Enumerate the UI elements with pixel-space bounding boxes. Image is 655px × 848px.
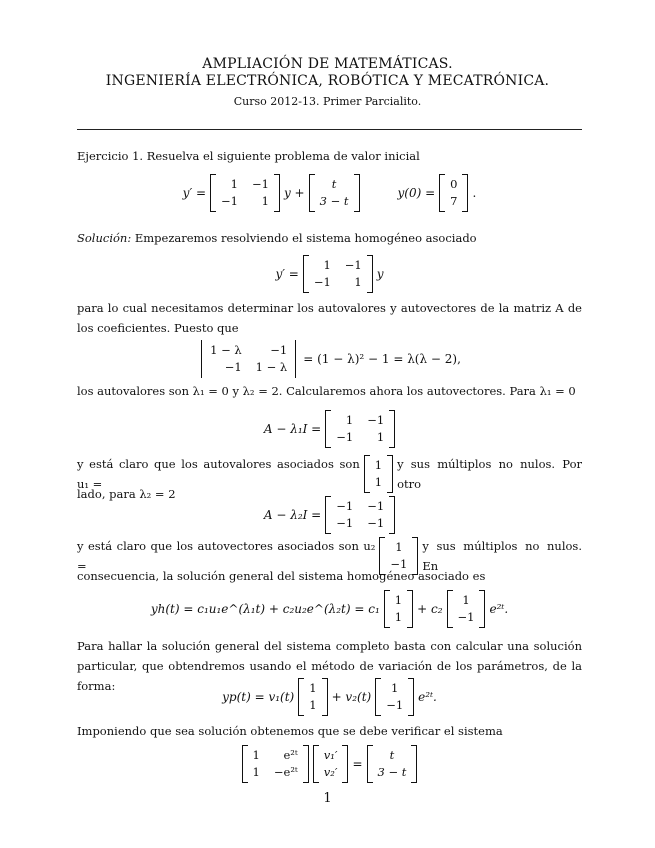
characteristic-determinant: 1 − λ −1 −1 1 − λ = (1 − λ)² − 1 = λ(λ − 2),	[77, 340, 582, 381]
vector-rhs: t 3 − t	[367, 745, 418, 783]
document-header	[0, 56, 655, 109]
general-homogeneous-solution: yh(t) = c₁u₁e^(λ₁t) + c₂u₂e^(λ₂t) = c₁ 1 1 + c₂ 1 −1 e²ᵗ.	[77, 590, 582, 628]
vector-vprime: v₁′ v₂′	[313, 745, 349, 783]
initial-condition: y(0) =	[397, 186, 436, 200]
solution-label: Solución:	[77, 231, 132, 245]
matrix-fundamental: 1 e²ᵗ 1 −e²ᵗ	[242, 745, 309, 783]
paragraph-impose: Imponiendo que sea solución obtenemos que se debe verificar el sistema	[77, 724, 503, 738]
vector-b: t 3 − t	[309, 174, 360, 212]
matrix-lambda1: A − λ₁I = 1 −1 −1 1	[77, 410, 582, 448]
paragraph-u1: y está claro que los autovalores asociados son u₁ = 1 1 y sus múltiplos no nulos. Por otro	[77, 457, 582, 491]
variation-system: 1 e²ᵗ 1 −e²ᵗ v₁′ v₂′ = t 3 − t	[77, 745, 582, 786]
course-line: Curso 2012-13. Primer Parcialito.	[233, 95, 422, 108]
paragraph-particular: Para hallar la solución general del sistema completo basta con calcular una solución particular, que obtendremos usando el método de variación de los parámetros, de la forma:	[77, 639, 582, 693]
particular-solution-form: yp(t) = v₁(t) 1 1 + v₂(t) 1 −1 e²ᵗ.	[77, 678, 582, 716]
vector-u1: 1 1	[364, 455, 393, 493]
exercise-label: Ejercicio 1.	[77, 149, 144, 163]
document-subtitle: INGENIERÍA ELECTRÓNICA, ROBÓTICA Y MECATRÓNICA.	[105, 73, 550, 89]
paragraph-lambda2: lado, para λ₂ = 2	[77, 487, 176, 501]
paragraph-consequence: consecuencia, la solución general del sistema homogéneo asociado es	[77, 569, 486, 583]
paragraph-eigenvalues: los autovalores son λ₁ = 0 y λ₂ = 2. Calcularemos ahora los autovectores. Para λ₁ = 0	[77, 384, 576, 398]
homogeneous-system: y′ = 1 −1 −1 1 y	[77, 255, 582, 293]
paragraph-eigen-intro: para lo cual necesitamos determinar los autovalores y autovectores de la matriz A de los coeficientes. Puesto que	[77, 301, 582, 335]
determinant: 1 − λ −1 −1 1 − λ	[198, 340, 299, 378]
header-divider	[77, 129, 582, 130]
paragraph-u2: y está claro que los autovectores asociados son u₂ = 1 −1 y sus múltiplos no nulos. En	[77, 539, 582, 573]
initial-value-problem: y′ = 1 −1 −1 1 y + t 3 − t y(0) = 0 7 .	[77, 174, 582, 212]
exercise-statement	[77, 146, 582, 166]
vector-y0: 0 7	[439, 174, 468, 212]
document-title: AMPLIACIÓN DE MATEMÁTICAS.	[202, 56, 453, 72]
matrix-A-homogeneous: 1 −1 −1 1	[303, 255, 373, 293]
exercise-text: Resuelva el siguiente problema de valor inicial	[146, 149, 420, 163]
page-number: 1	[323, 791, 332, 806]
vector-u2: 1 −1	[379, 537, 418, 575]
matrix-A: 1 −1 −1 1	[210, 174, 280, 212]
matrix-lambda2: A − λ₂I = −1 −1 −1 −1	[77, 496, 582, 534]
ivp-lhs: y′ =	[182, 186, 207, 200]
solution-intro: Solución: Empezaremos resolviendo el sistema homogéneo asociado	[77, 231, 477, 245]
